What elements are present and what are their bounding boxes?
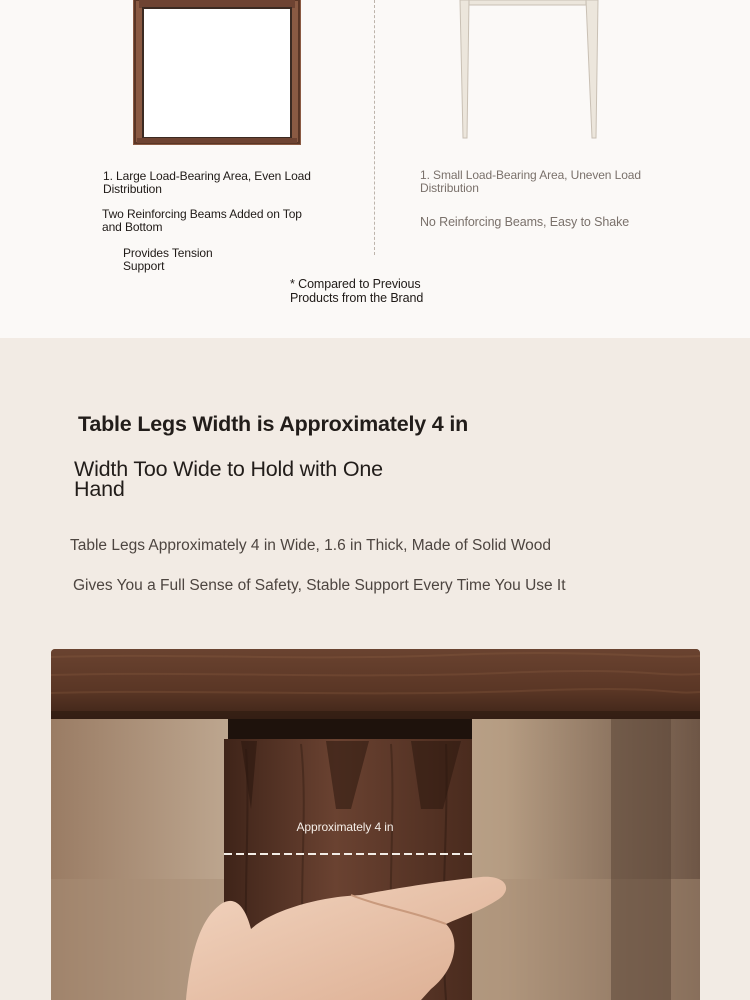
feature-description-1: Table Legs Approximately 4 in Wide, 1.6 in Thick, Made of Solid Wood	[70, 537, 552, 554]
left-point-1: 1. Large Load-Bearing Area, Even Load Distribution	[103, 169, 311, 196]
comparison-footnote: * Compared to Previous Products from the Brand	[290, 277, 424, 305]
feature-description-2: Gives You a Full Sense of Safety, Stable Support Every Time You Use It	[73, 577, 566, 594]
right-point-2: No Reinforcing Beams, Easy to Shake	[420, 215, 630, 229]
feature-heading: Table Legs Width is Approximately 4 in	[78, 412, 469, 436]
width-measure-label: Approximately 4 in	[296, 820, 394, 834]
comparison-section	[0, 0, 750, 338]
section-divider	[374, 0, 375, 255]
left-point-3: Provides Tension Support	[123, 246, 213, 273]
feature-subheading: Width Too Wide to Hold with One Hand	[74, 457, 383, 501]
left-point-2: Two Reinforcing Beams Added on Top and Bottom	[102, 207, 302, 234]
right-point-1: 1. Small Load-Bearing Area, Uneven Load Distribution	[420, 168, 641, 195]
reinforced-frame-illustration	[133, 0, 301, 145]
thin-legs-illustration	[455, 0, 605, 142]
table-leg-photo	[51, 649, 700, 1000]
